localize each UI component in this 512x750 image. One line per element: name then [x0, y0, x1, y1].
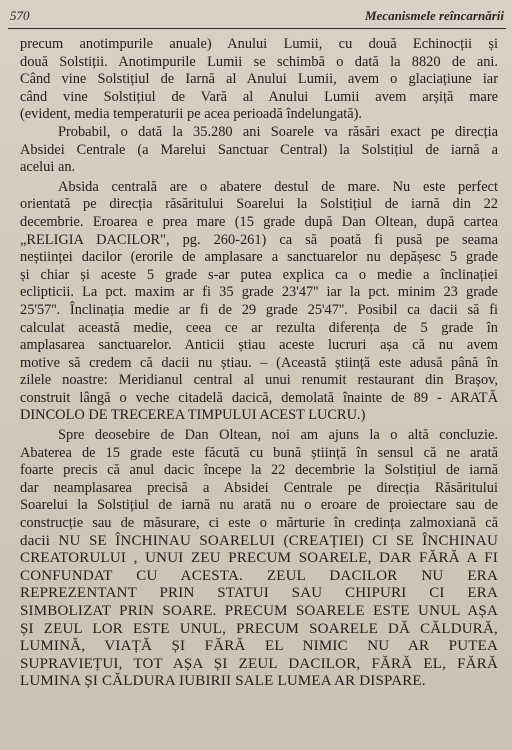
text-line: SIMBOLIZAT PRIN SOARE. PRECUM SOARELE ESTE UNUL AȘA	[20, 603, 498, 619]
paragraph	[20, 124, 498, 177]
text-line: Spre deosebire de Dan Oltean, noi am ajuns la o altă concluzie.	[58, 427, 498, 444]
text-line: zilele noastre: Meridianul central al unui renumit restaurant din Brașov,	[20, 372, 498, 389]
text-line: LUMINĂ, VIAȚĂ ȘI FĂRĂ EL NIMIC NU AR PUTEA	[20, 638, 498, 655]
running-title: Mecanismele reîncarnării	[364, 8, 504, 23]
paragraph	[20, 427, 498, 691]
text-line: calculat această medie, ceea ce ar rezulta diferența de 5 grade în	[20, 319, 498, 336]
text-line: acelui an.	[20, 159, 76, 176]
paragraph	[20, 36, 498, 124]
text-line: decembrie. Eroarea e prea mare (15 grade după Dan Oltean, după cartea	[20, 213, 498, 230]
paragraph	[20, 179, 498, 425]
text-line: când vine Solstițiul de Vară al Anului Lumii avem arșiță mare	[20, 88, 498, 105]
text-line: LUMINA ȘI CĂLDURA IUBIRII SALE LUMEA AR DISPARE.	[20, 673, 426, 690]
text-line: Absidei Centrale (a Marelui Sanctuar Central) la Solstițiul de iarnă a	[20, 141, 498, 158]
text-line: CREATORULUI , UNUI ZEU PRECUM SOARELE, DAR FĂRĂ A FI	[20, 550, 498, 567]
text-line: dacii NU SE ÎNCHINAU SOARELUI (CREAȚIEI) CI SE ÎNCHINAU	[20, 532, 498, 549]
page-body	[20, 36, 498, 691]
text-line: Absida centrală are o abatere destul de mare. Nu este perfect	[58, 178, 498, 195]
text-line: neștiinței dacilor (erorile de amplasare a sanctuarelor nu depășesc 5 grade	[20, 249, 498, 266]
text-line: orientată pe direcția răsăritului Soarelui la Solstițiul de iarnă din 22	[20, 196, 498, 213]
text-line: (evident, media temperaturii pe acea perioadă îndelungată).	[20, 106, 363, 123]
text-line: amplasarea sanctuarelor. Anticii știau aceste lucruri așa că nu avem	[20, 337, 498, 354]
text-line: construcție sau de măsurare, ci este o mărturie în credința zalmoxiană că	[20, 515, 498, 532]
text-line: SUPRAVIEȚUI, TOT AȘA ȘI ZEUL DACILOR, FĂRĂ EL, FĂRĂ	[20, 655, 498, 672]
text-line: foarte precis că anul dacic începe la 22 decembrie la Solstițiul de iarnă	[20, 462, 498, 479]
page-number: 570	[10, 8, 30, 23]
text-line: două Solstiții. Anotimpurile Lumii se schimbă o dată la 8820 de ani.	[20, 53, 498, 70]
text-line: Abaterea de 15 grade este făcută cu bună știință în sensul că ne arată	[20, 444, 498, 461]
text-line: Probabil, o dată la 35.280 ani Soarele va răsări exact pe direcția	[58, 123, 498, 140]
text-line: motive să credem că dacii nu știau. – (Această știință este adusă până în	[20, 354, 498, 371]
text-line: REPREZENTANT PRIN STATUI SAU CHIPURI CI ERA	[20, 585, 498, 602]
text-line: dar neamplasarea precisă a Absidei Centrale pe direcția Răsăritului	[20, 479, 498, 496]
text-line: „RELIGIA DACILOR", pg. 260-261) ca să poată fi pusă pe seama	[20, 231, 498, 248]
text-line: eclipticii. La pct. maxim ar fi 35 grade 23'47'' iar la pct. minim 23 grade	[20, 284, 498, 301]
text-line: 25'57''. Înclinația medie ar fi de 29 grade 25'47''. Posibil ca dacii să fi	[20, 301, 498, 318]
text-line: CONFUNDAT CU ACESTA. ZEUL DACILOR NU ERA	[20, 567, 498, 584]
page-header	[8, 6, 506, 29]
text-line: Soarelui la Solstițiul de iarnă nu arată nu o eroare de proiectare sau de	[20, 497, 498, 514]
text-line: DINCOLO DE TRECEREA TIMPULUI ACEST LUCRU.)	[20, 407, 366, 424]
text-line: construit lângă o veche citadelă dacică, demolată înainte de 89 - ARATĂ	[20, 389, 498, 406]
text-line: și chiar și aceste 5 grade s-ar putea explica ca o medie a înclinației	[20, 266, 498, 283]
text-line: ȘI ZEUL LOR ESTE UNUL, PRECUM SOARELE DĂ CĂLDURĂ,	[20, 620, 498, 637]
text-line: Când vine Solstițiul de Iarnă al Anului Lumii, avem o glaciațiune iar	[20, 71, 498, 88]
text-line: precum anotimpurile anuale) Anului Lumii, cu două Echinocții și	[20, 36, 498, 52]
